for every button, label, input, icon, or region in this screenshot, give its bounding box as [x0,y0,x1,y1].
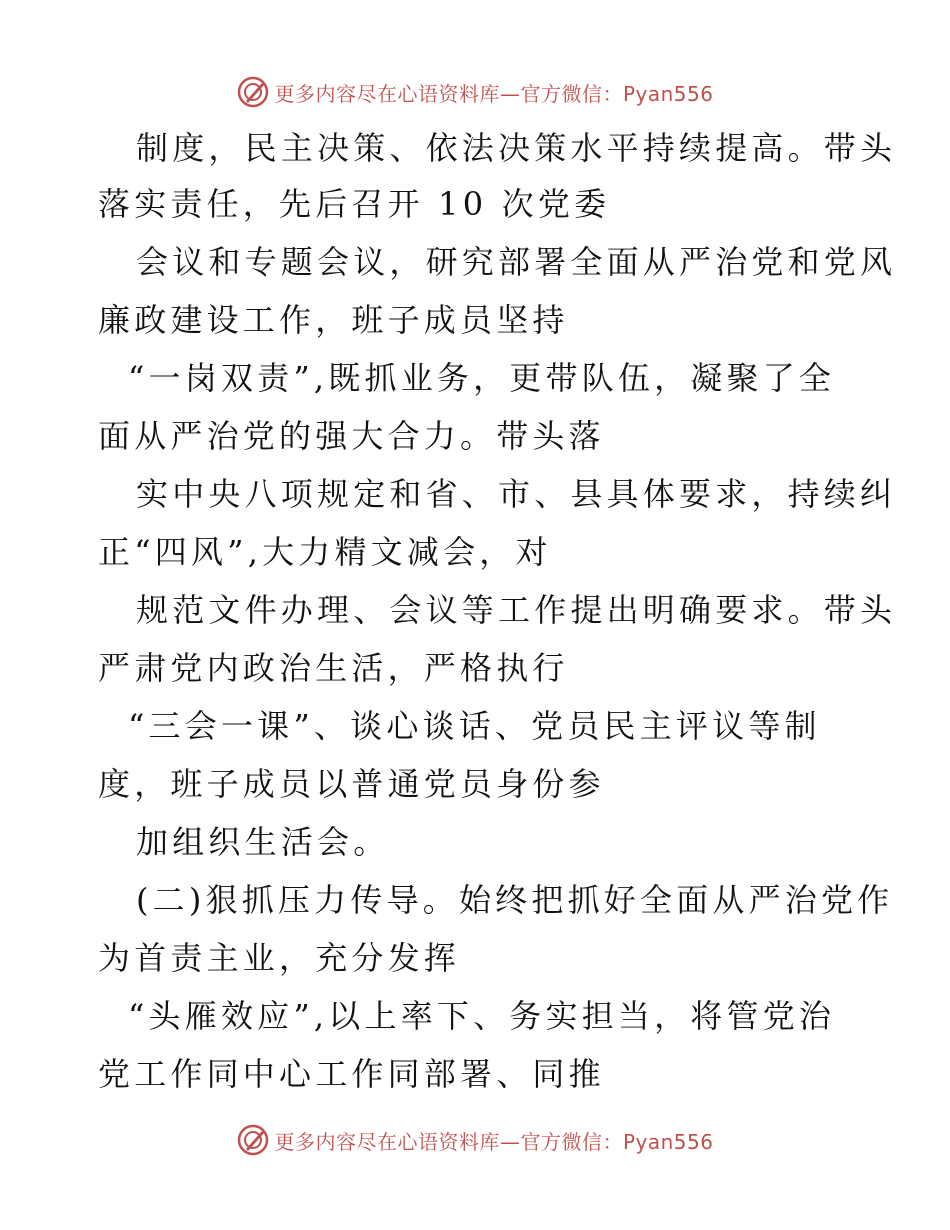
text-line: (二)狠抓压力传导。始终把抓好全面从严治党作 [136,881,894,919]
text-line: 廉政建设工作，班子成员坚持 [98,301,569,339]
header-watermark [0,72,950,112]
text-line: 正“四风”,大力精文减会，对 [98,533,552,571]
text-line: 会议和专题会议，研究部署全面从严治党和党风 [136,243,897,281]
header-contact: 官方微信：Pyan556 [520,81,714,106]
logo-icon [236,75,270,109]
footer-brand: 更多内容尽在心语资料库 [274,1129,500,1154]
text-line: “一岗双责”,既抓业务，更带队伍，凝聚了全 [128,359,836,397]
text-line: 党工作同中心工作同部署、同推 [98,1055,605,1093]
header-banner-text [274,78,713,107]
text-line: 度，班子成员以普通党员身份参 [98,765,605,803]
header-brand: 更多内容尽在心语资料库 [274,81,500,106]
footer-watermark [0,1120,950,1160]
text-line: 为首责主业，充分发挥 [98,939,461,977]
text-line: 落实责任，先后召开 10 次党委 [98,185,611,223]
text-line: 实中央八项规定和省、市、县具体要求，持续纠 [136,475,897,513]
footer-contact: 官方微信：Pyan556 [520,1129,714,1154]
text-line: 规范文件办理、会议等工作提出明确要求。带头 [136,591,897,629]
header-separator: — [499,81,521,106]
text-line: 面从严治党的强大合力。带头落 [98,417,605,455]
footer-separator: — [499,1129,521,1154]
text-line: “三会一课”、谈心谈话、党员民主评议等制 [128,707,821,745]
text-line: 加组织生活会。 [136,823,390,861]
text-line: 严肃党内政治生活，严格执行 [98,649,569,687]
logo-icon [236,1123,270,1157]
text-line: “头雁效应”,以上率下、务实担当，将管党治 [128,997,836,1035]
footer-banner-text [274,1126,713,1155]
text-line: 制度，民主决策、依法决策水平持续提高。带头 [136,129,897,167]
